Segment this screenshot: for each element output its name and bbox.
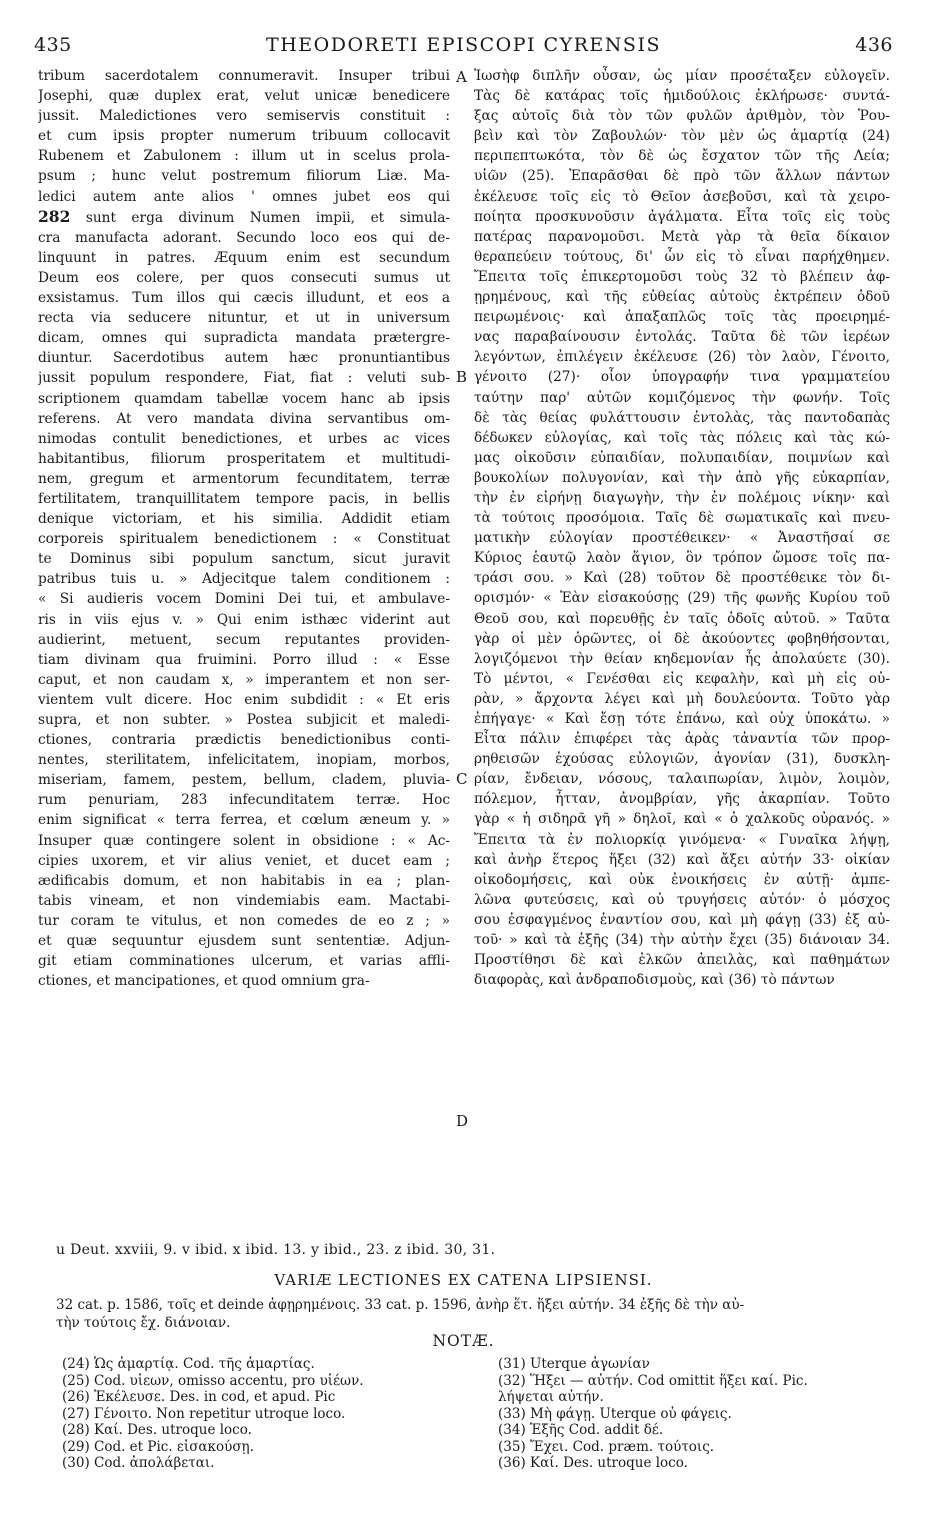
greek-line: πατέρας παρανομοῦσι. Μετὰ γὰρ τὰ θεῖα δίκαιον: [474, 228, 890, 245]
margin-marker-c: C: [456, 770, 468, 788]
greek-line: πειρωμένοις· καὶ ἁπαξαπλῶς τοῖς τὰς προειρημέ-: [474, 309, 890, 326]
greek-line: πόλεμον, ἧτταν, ἀνομβρίαν, γῆς ἀκαρπίαν. Τοῦτο: [474, 791, 890, 808]
margin-marker-d: D: [456, 1112, 469, 1130]
greek-line: Θεοῦ σου, καὶ πορευθῇς ἐν ταῖς ὁδοῖς αὐτοῦ. » Ταῦτα: [474, 610, 890, 627]
greek-line: Ἔπειτα τὰ ἐν πολιορκίᾳ γινόμενα· « Γυναῖκα λήψῃ,: [474, 831, 890, 848]
greek-line: λῶνα φυτεύσεις, καὶ οὐ τρυγήσεις αὐτόν· ὁ μόσχος: [474, 891, 890, 908]
greek-line: Κύριος ἑαυτῷ λαὸν ἅγιον, ὃν τρόπον ὤμοσε τοῖς πα-: [474, 550, 890, 567]
greek-line: βεὶν καὶ τὸν Ζαβουλών· τὸν μὲν ὡς ἁμαρτίᾳ (24): [474, 128, 890, 145]
greek-line: ρηθεισῶν ἐχούσας εὐλογιῶν, ἀγονίαν (31), δυσκλη-: [474, 751, 890, 768]
greek-line: ξας αὐτοῖς διὰ τὸν τῶν φυλῶν ἀριθμὸν, τὸν Ῥου-: [474, 108, 890, 125]
greek-line: μας οἰκοῦσιν εὐπαιδίαν, πολυπαιδίαν, ποιμνίων καὶ: [474, 449, 890, 466]
note-entry: (25) Cod. υἱεων, omisso accentu, pro υἱέων.: [62, 1372, 364, 1389]
latin-line: nentes, sterilitatem, infelicitatem, inopiam, morbos,: [38, 752, 450, 769]
greek-line: δὲ τὰς θείας φυλάττουσιν ἐντολὰς, τὰς παντοδαπὰς: [474, 409, 890, 426]
latin-line: denique victoriam, et his similia. Addidit etiam: [38, 511, 450, 528]
greek-line: γὰρ « ἡ σιδηρᾶ γῆ » δηλοῖ, καὶ « ὁ χαλκοῦς οὐρανός. »: [474, 811, 890, 828]
greek-line: δέδωκεν εὐλογίας, καὶ τοῖς τὰς πόλεις καὶ τὰς κώ-: [474, 429, 890, 446]
greek-line: τοῦ· » καὶ τὰ ἑξῆς (34) τὴν αὐτὴν ἔχει (35) διάνοιαν 34.: [474, 932, 890, 949]
column-number: 282: [38, 206, 71, 226]
latin-line: miseriam, famem, pestem, bellum, cladem, pluvia-: [38, 772, 450, 789]
latin-line: Rubenem et Zabulonem : illum ut in scelus prola-: [38, 148, 450, 165]
latin-line: cipies uxorem, et vir alius veniet, et ducet eam ;: [38, 852, 450, 869]
greek-line: υἱῶν (25). Ἐπαρᾶσθαι δὲ πρὸ τῶν ἄλλων πάντων: [474, 168, 890, 185]
variae-lectiones-text: [56, 1296, 886, 1332]
note-entry: (27) Γένοιτο. Non repetitur utroque loco.: [62, 1405, 346, 1422]
latin-line: nimodas contulit benedictiones, et urbes ac vices: [38, 430, 450, 447]
greek-line: Ἔπειτα τοῖς ἐπικερτομοῦσι τοὺς 32 τὸ βλέπειν ἀφ-: [474, 268, 890, 285]
greek-line: θεραπεύειν τούτους, δι' ὧν εἰς τὸ εἶναι παρήχθημεν.: [474, 248, 890, 265]
latin-line: recta via seducere nituntur, et ut in universum: [38, 310, 450, 327]
latin-line: exsistamus. Tum illos qui cæcis illudunt, et eos a: [38, 290, 450, 307]
latin-line: caput, et non caudam x, » imperantem et non ser-: [38, 671, 450, 688]
greek-line: Προστίθησι δὲ καὶ ἑλκῶν ἀπειλὰς, καὶ παθημάτων: [474, 952, 890, 969]
greek-line: ρὰν, » ἄρχοντα λέγει καὶ μὴ δουλεύοντα. Τοῦτο γὰρ: [474, 690, 890, 707]
greek-column: [474, 66, 890, 990]
note-entry: λήψεται αὐτήν.: [498, 1389, 604, 1405]
greek-line: τὴν ἐν εἰρήνῃ διαγωγὴν, τὴν ἐν πολέμοις νίκην· καὶ: [474, 489, 890, 506]
greek-line: τράσι σου. » Καὶ (28) τοῦτον δὲ προστέθεικε τὸν δι-: [474, 570, 890, 587]
greek-line: νας παραβαίνουσιν ἐντολάς. Ταῦτα δὲ τῶν ἱερέων: [474, 329, 890, 346]
latin-line: Deum eos colere, per quos consecuti sumus ut: [38, 269, 450, 286]
latin-line: tiam divinam qua fruimini. Porro illud : « Esse: [38, 651, 450, 668]
latin-line: jussit populum respondere, Fiat, fiat : veluti sub-: [38, 370, 450, 387]
latin-line: rum penuriam, 283 infecunditatem terræ. Hoc: [38, 792, 450, 809]
greek-line: τὰ τούτοις προσόμοια. Ταῖς δὲ σωματικαῖς καὶ πνευ-: [474, 510, 890, 527]
greek-line: οἰκοδομήσεις, καὶ οὐκ ἐνοικήσεις ἐν αὐτῇ· ἀμπε-: [474, 871, 890, 888]
greek-line: καὶ ἀνὴρ ἕτερος ἥξει (32) καὶ ἄξει αὐτήν 33· οἰκίαν: [474, 851, 890, 868]
greek-line: ρίαν, ἔνδειαν, νόσους, ταλαιπωρίαν, λιμὸν, λοιμὸν,: [474, 771, 890, 788]
scripture-references: u Deut. xxviii, 9. v ibid. x ibid. 13. y ibid., 23. z ibid. 30, 31.: [56, 1242, 496, 1258]
greek-line: διαφορὰς, καὶ ἀνδραποδισμοὺς, καὶ (36) τὸ πάντων: [474, 972, 835, 989]
latin-line: cra manufacta adorant. Secundo loco eos qui de-: [38, 229, 450, 246]
greek-line: περιπεπτωκότα, τὸν δὲ ὡς ἔσχατον τῶν τῆς Λεία;: [474, 148, 890, 165]
note-entry: (36) Καί. Des. utroque loco.: [498, 1455, 688, 1471]
latin-line: jussit. Maledictiones vero semiservis constituit :: [38, 108, 450, 125]
latin-line: referens. At vero mandata divina servantibus om-: [38, 410, 450, 427]
latin-line: Insuper quæ contingere solent in obsidione : « Ac-: [38, 832, 450, 849]
note-entry: (35) Ἔχει. Cod. præm. τούτοις.: [498, 1438, 715, 1455]
greek-line: ἐκέλευσε τοῖς εἰς τὸ Θεῖον ἀσεβοῦσι, καὶ τὰ χειρο-: [474, 188, 890, 205]
latin-line: te Dominus sibi populum sanctum, sicut juravit: [38, 551, 450, 568]
notae-heading: NOTÆ.: [432, 1332, 495, 1350]
greek-line: ῃρημένους, καὶ τῆς εὐθείας αὐτοὺς ἐκτρέπειν ὁδοῦ: [474, 289, 890, 306]
note-entry: (31) Uterque ἀγωνίαν: [498, 1356, 650, 1372]
variae-line: 32 cat. p. 1586, τοῖς et deinde ἀφῃρημένοις. 33 cat. p. 1596, ἀνὴρ ἕτ. ἥξει αὐτήν. 34 ἐξῆς δὲ τὴν αὐ-: [56, 1297, 745, 1313]
margin-marker-a: A: [456, 68, 467, 86]
greek-line: ποίητα προσκυνοῦσιν ἀγάλματα. Εἶτα τοῖς εἰς τοὺς: [474, 208, 890, 225]
latin-line: tribum sacerdotalem connumeravit. Insuper tribui: [38, 68, 450, 84]
latin-line: enim significat « terra ferrea, et cœlum æneum y. »: [38, 812, 450, 829]
latin-line: psum ; hunc velut postremum filiorum Liæ. Ma-: [38, 168, 450, 185]
latin-line: ctiones, contraria prædictis benedictionibus conti-: [38, 732, 450, 749]
latin-line: Josephi, quæ duplex erat, velut unicæ benedicere: [38, 88, 450, 105]
latin-line: fertilitatem, tranquillitatem tempore pacis, in bellis: [38, 490, 450, 507]
latin-line: ledici autem ante alios ' omnes jubet eos qui: [38, 188, 450, 205]
latin-column: [38, 66, 450, 991]
latin-line: supra, et non subter. » Postea subjicit et maledi-: [38, 712, 450, 728]
latin-line: nem, gregum et armentorum fecunditatem, terræ: [38, 470, 450, 487]
variae-lectiones-heading: VARIÆ LECTIONES EX CATENA LIPSIENSI.: [274, 1271, 653, 1289]
greek-line: γὰρ οἱ μὲν ὁρῶντες, οἱ δὲ ἀκούοντες φοβηθήσονται,: [474, 630, 890, 647]
margin-marker-b: B: [456, 368, 468, 386]
page-number-right: 436: [855, 34, 893, 56]
greek-line: λεγόντων, ἐπιλέγειν ἐκέλευσε (26) τὸν λαὸν, Γένοιτο,: [474, 349, 890, 366]
note-entry: (28) Καί. Des. utroque loco.: [62, 1422, 252, 1438]
note-entry: (29) Cod. et Pic. εἰσακούσῃ.: [62, 1438, 254, 1455]
latin-line: linquunt in patres. Æquum enim est secundum: [38, 249, 450, 266]
latin-line: dicam, omnes qui supradicta mandata prætergre-: [38, 330, 450, 347]
page-number-left: 435: [34, 34, 72, 56]
latin-line: corporeis spiritualem benedictionem : « Constituat: [38, 531, 450, 548]
note-entry: (24) Ὡς ἁμαρτίᾳ. Cod. τῆς ἁμαρτίας.: [62, 1356, 315, 1372]
latin-line: patribus tuis u. » Adjecitque talem conditionem :: [38, 571, 450, 588]
latin-line: scriptionem quamdam tabellæ vocem hanc ab ipsis: [38, 390, 450, 407]
latin-line: et quæ sequuntur ejusdem sunt sententiæ. Adjun-: [38, 933, 450, 950]
note-entry: (34) Ἑξῆς Cod. addit δέ.: [498, 1422, 664, 1438]
greek-line: ἐπήγαγε· « Καὶ ἔσῃ τότε ἐπάνω, καὶ οὐχ ὑποκάτω. »: [474, 711, 890, 727]
note-entry: (33) Μὴ φάγῃ. Uterque οὐ φάγεις.: [498, 1405, 732, 1422]
latin-line: tur coram te vitulus, et non comedes de eo z ; »: [38, 912, 450, 929]
greek-line: ταύτην παρ' αὐτῶν κομιζόμενος τὴν φωνήν. Τοῖς: [474, 389, 890, 406]
latin-line: audierint, metuent, secum reputantes providen-: [38, 631, 450, 648]
note-entry: (26) Ἐκέλευσε. Des. in cod, et apud. Pic: [62, 1389, 336, 1405]
running-title: THEODORETI EPISCOPI CYRENSIS: [266, 34, 661, 56]
latin-line: ctiones, et mancipationes, et quod omnium gra-: [38, 973, 370, 990]
greek-line: Εἶτα πάλιν ἐπιφέρει τὰς ἀρὰς τἀναντία τῶν προρ-: [474, 731, 890, 748]
latin-line: git etiam comminationes ulcerum, et varias affli-: [38, 953, 450, 970]
greek-line: Τὰς δὲ κατάρας τοῖς ἡμιδούλοις ἐκλήρωσε· συντά-: [474, 88, 890, 105]
latin-line: et cum ipsis propter numerum tribuum collocavit: [38, 128, 450, 145]
greek-line: γένοιτο (27)· οἷον ὑπογραφήν τινα γραμματείου: [474, 369, 890, 386]
greek-line: Τὸ μέντοι, « Γενέσθαι εἰς κεφαλὴν, καὶ μὴ εἰς οὐ-: [474, 670, 890, 687]
running-header: [34, 34, 893, 62]
latin-line: 282 sunt erga divinum Numen impii, et simula-: [38, 206, 450, 226]
greek-line: ματικὴν εὐλογίαν προστέθεικεν· « Ἀναστῆσαί σε: [474, 530, 890, 547]
latin-line: vientem vult dicere. Hoc enim subdidit : « Et eris: [38, 691, 450, 708]
note-entry: (32) Ἥξει — αὐτήν. Cod omittit ἥξει καί. Pic.: [498, 1372, 808, 1389]
notes-right-column: [498, 1356, 808, 1472]
greek-line: σου ἐσφαγμένος ἐναντίον σου, καὶ μὴ φάγῃ (33) ἐξ αὐ-: [474, 911, 890, 928]
latin-line: ris in viis ejus v. » Qui enim isthæc viderint aut: [38, 611, 450, 628]
latin-line: diuntur. Sacerdotibus autem hæc pronuntiantibus: [38, 350, 450, 367]
greek-line: Ἰωσὴφ διπλῆν οὖσαν, ὡς μίαν προσέταξεν εὐλογεῖν.: [474, 68, 890, 84]
variae-line: τὴν τούτοις ἔχ. διάνοιαν.: [56, 1315, 231, 1331]
greek-line: βουκολίων πολυγονίαν, καὶ τὴν ἀπὸ γῆς εὐκαρπίαν,: [474, 469, 890, 486]
greek-line: λογιζόμενοι τὴν θείαν κηδεμονίαν ἧς ἀπολαύετε (30).: [474, 650, 890, 667]
note-entry: (30) Cod. ἀπολάβεται.: [62, 1455, 215, 1471]
notes-left-column: [62, 1356, 364, 1472]
latin-line: tabis vineam, et non vindemiabis eam. Mactabi-: [38, 892, 450, 909]
latin-line: « Si audieris vocem Domini Dei tui, et ambulave-: [38, 591, 450, 608]
greek-line: ορισμόν· « Ἐὰν εἰσακούσῃς (29) τῆς φωνῆς Κυρίου τοῦ: [474, 590, 890, 607]
latin-line: habitantibus, filiorum prosperitatem et multitudi-: [38, 450, 450, 467]
latin-line: ædificabis domum, et non habitabis in ea ; plan-: [38, 872, 450, 889]
